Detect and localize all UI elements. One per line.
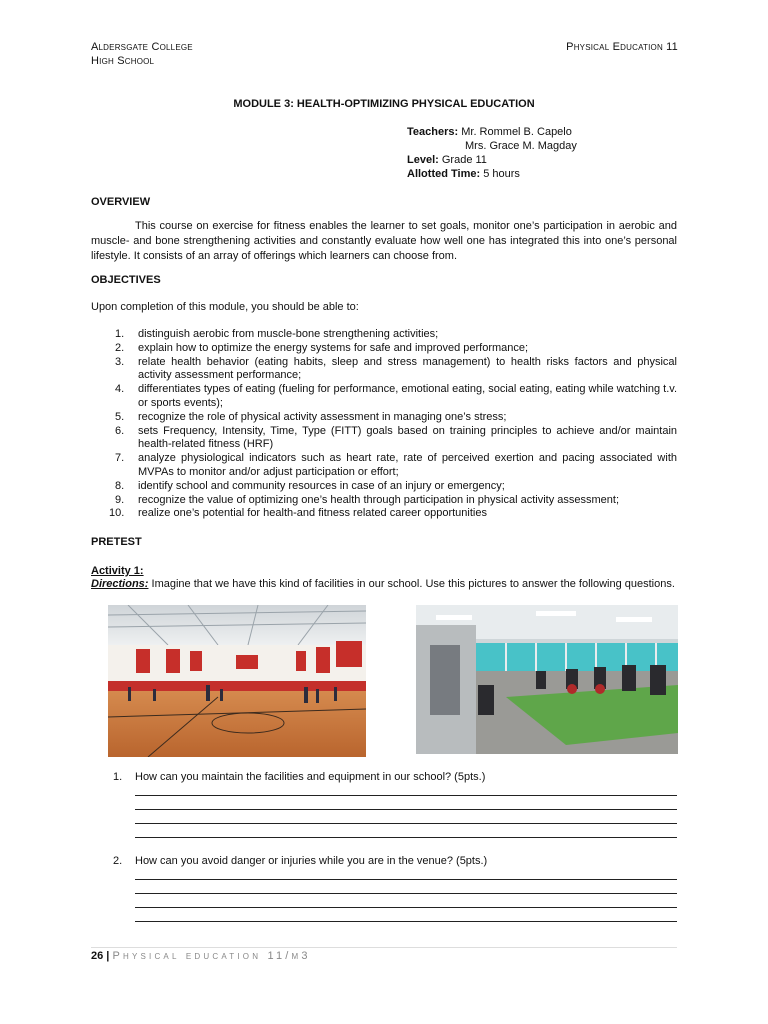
objective-item: 6. sets Frequency, Intensity, Time, Type (FITT) goals based on training principles to achieve and/or maintain health-related fitness (HRF) (115, 424, 677, 451)
objective-item: 1. distinguish aerobic from muscle-bone strengthening activities; (115, 328, 439, 340)
objectives-list (91, 328, 677, 521)
objective-item: 5. recognize the role of physical activity assessment in managing one’s stress; (115, 410, 507, 423)
question-1: 1. How can you maintain the facilities and equipment in our school? (5pts.) (113, 771, 486, 783)
overview-paragraph (91, 219, 677, 264)
module-title: MODULE 3: HEALTH-OPTIMIZING PHYSICAL EDUCATION (233, 98, 535, 110)
time-value: 5 hours (483, 168, 520, 180)
overview-text: This course on exercise for fitness enables the learner to set goals, monitor one’s participation in aerobic and muscle- and bone strengthening activities and constantly evaluate how well one has integrated this into one’s personal lifestyle. It consists of an array of offerings which learners can choose from. (91, 220, 677, 262)
objective-item: 10. realize one’s potential for health-and fitness related career opportunities (109, 507, 487, 520)
school-line-1: Aldersgate College (91, 41, 193, 53)
page-footer (91, 950, 311, 962)
answer-line[interactable] (135, 866, 677, 880)
activity-label: Activity 1: (91, 565, 144, 577)
pretest-heading: PRETEST (91, 536, 142, 548)
objective-item: 4. differentiates types of eating (fueling for performance, emotional eating, social eating, eating while watching t.v. or sports events); (115, 383, 677, 409)
objective-item: 7. analyze physiological indicators such as heart rate, rate of perceived exertion and pacing associated with MVPAs to monitor and/or adjust participation or effort; (115, 452, 677, 478)
answer-line[interactable] (135, 796, 677, 810)
page-number: 26 | (91, 950, 110, 962)
answer-line[interactable] (135, 908, 677, 922)
objectives-heading: OBJECTIVES (91, 274, 161, 286)
teacher-1: Mr. Rommel B. Capelo (461, 126, 572, 138)
school-name (91, 40, 193, 68)
objective-item: 8. identify school and community resources in case of an injury or emergency; (115, 479, 505, 492)
overview-heading: OVERVIEW (91, 196, 151, 208)
teachers-label: Teachers: (407, 126, 459, 138)
answer-line[interactable] (135, 824, 677, 838)
answer-line[interactable] (135, 810, 677, 824)
question-2: 2. How can you avoid danger or injuries while you are in the venue? (5pts.) (113, 855, 488, 867)
module-info (407, 125, 577, 181)
footer-rule (91, 947, 677, 948)
answer-line[interactable] (135, 894, 677, 908)
time-label: Allotted Time: (407, 168, 481, 180)
teacher-2: Mrs. Grace M. Magday (465, 140, 577, 152)
level-label: Level: (407, 154, 439, 166)
answer-lines-2[interactable] (135, 866, 677, 922)
objective-item: 9. recognize the value of optimizing one’s health through participation in physical activity assessment; (115, 493, 620, 506)
subject-header: Physical Education 11 (566, 41, 678, 53)
directions (91, 577, 677, 591)
objectives-intro: Upon completion of this module, you should be able to: (91, 301, 359, 313)
footer-text: Physical education 11/m3 (112, 950, 311, 962)
directions-label: Directions: (91, 578, 149, 590)
answer-lines-1[interactable] (135, 782, 677, 838)
gymnasium-photo (108, 605, 366, 757)
objective-item: 2. explain how to optimize the energy systems for safe and improved performance; (115, 341, 529, 354)
answer-line[interactable] (135, 782, 677, 796)
answer-line[interactable] (135, 880, 677, 894)
fitness-room-photo (416, 605, 678, 754)
directions-text: Imagine that we have this kind of facilities in our school. Use this pictures to answer the following questions. (151, 578, 675, 590)
objective-item: 3. relate health behavior (eating habits, sleep and stress management) to health risks factors and physical activity assessment performance; (115, 355, 677, 382)
level-value: Grade 11 (441, 154, 487, 166)
school-line-2: High School (91, 55, 155, 67)
